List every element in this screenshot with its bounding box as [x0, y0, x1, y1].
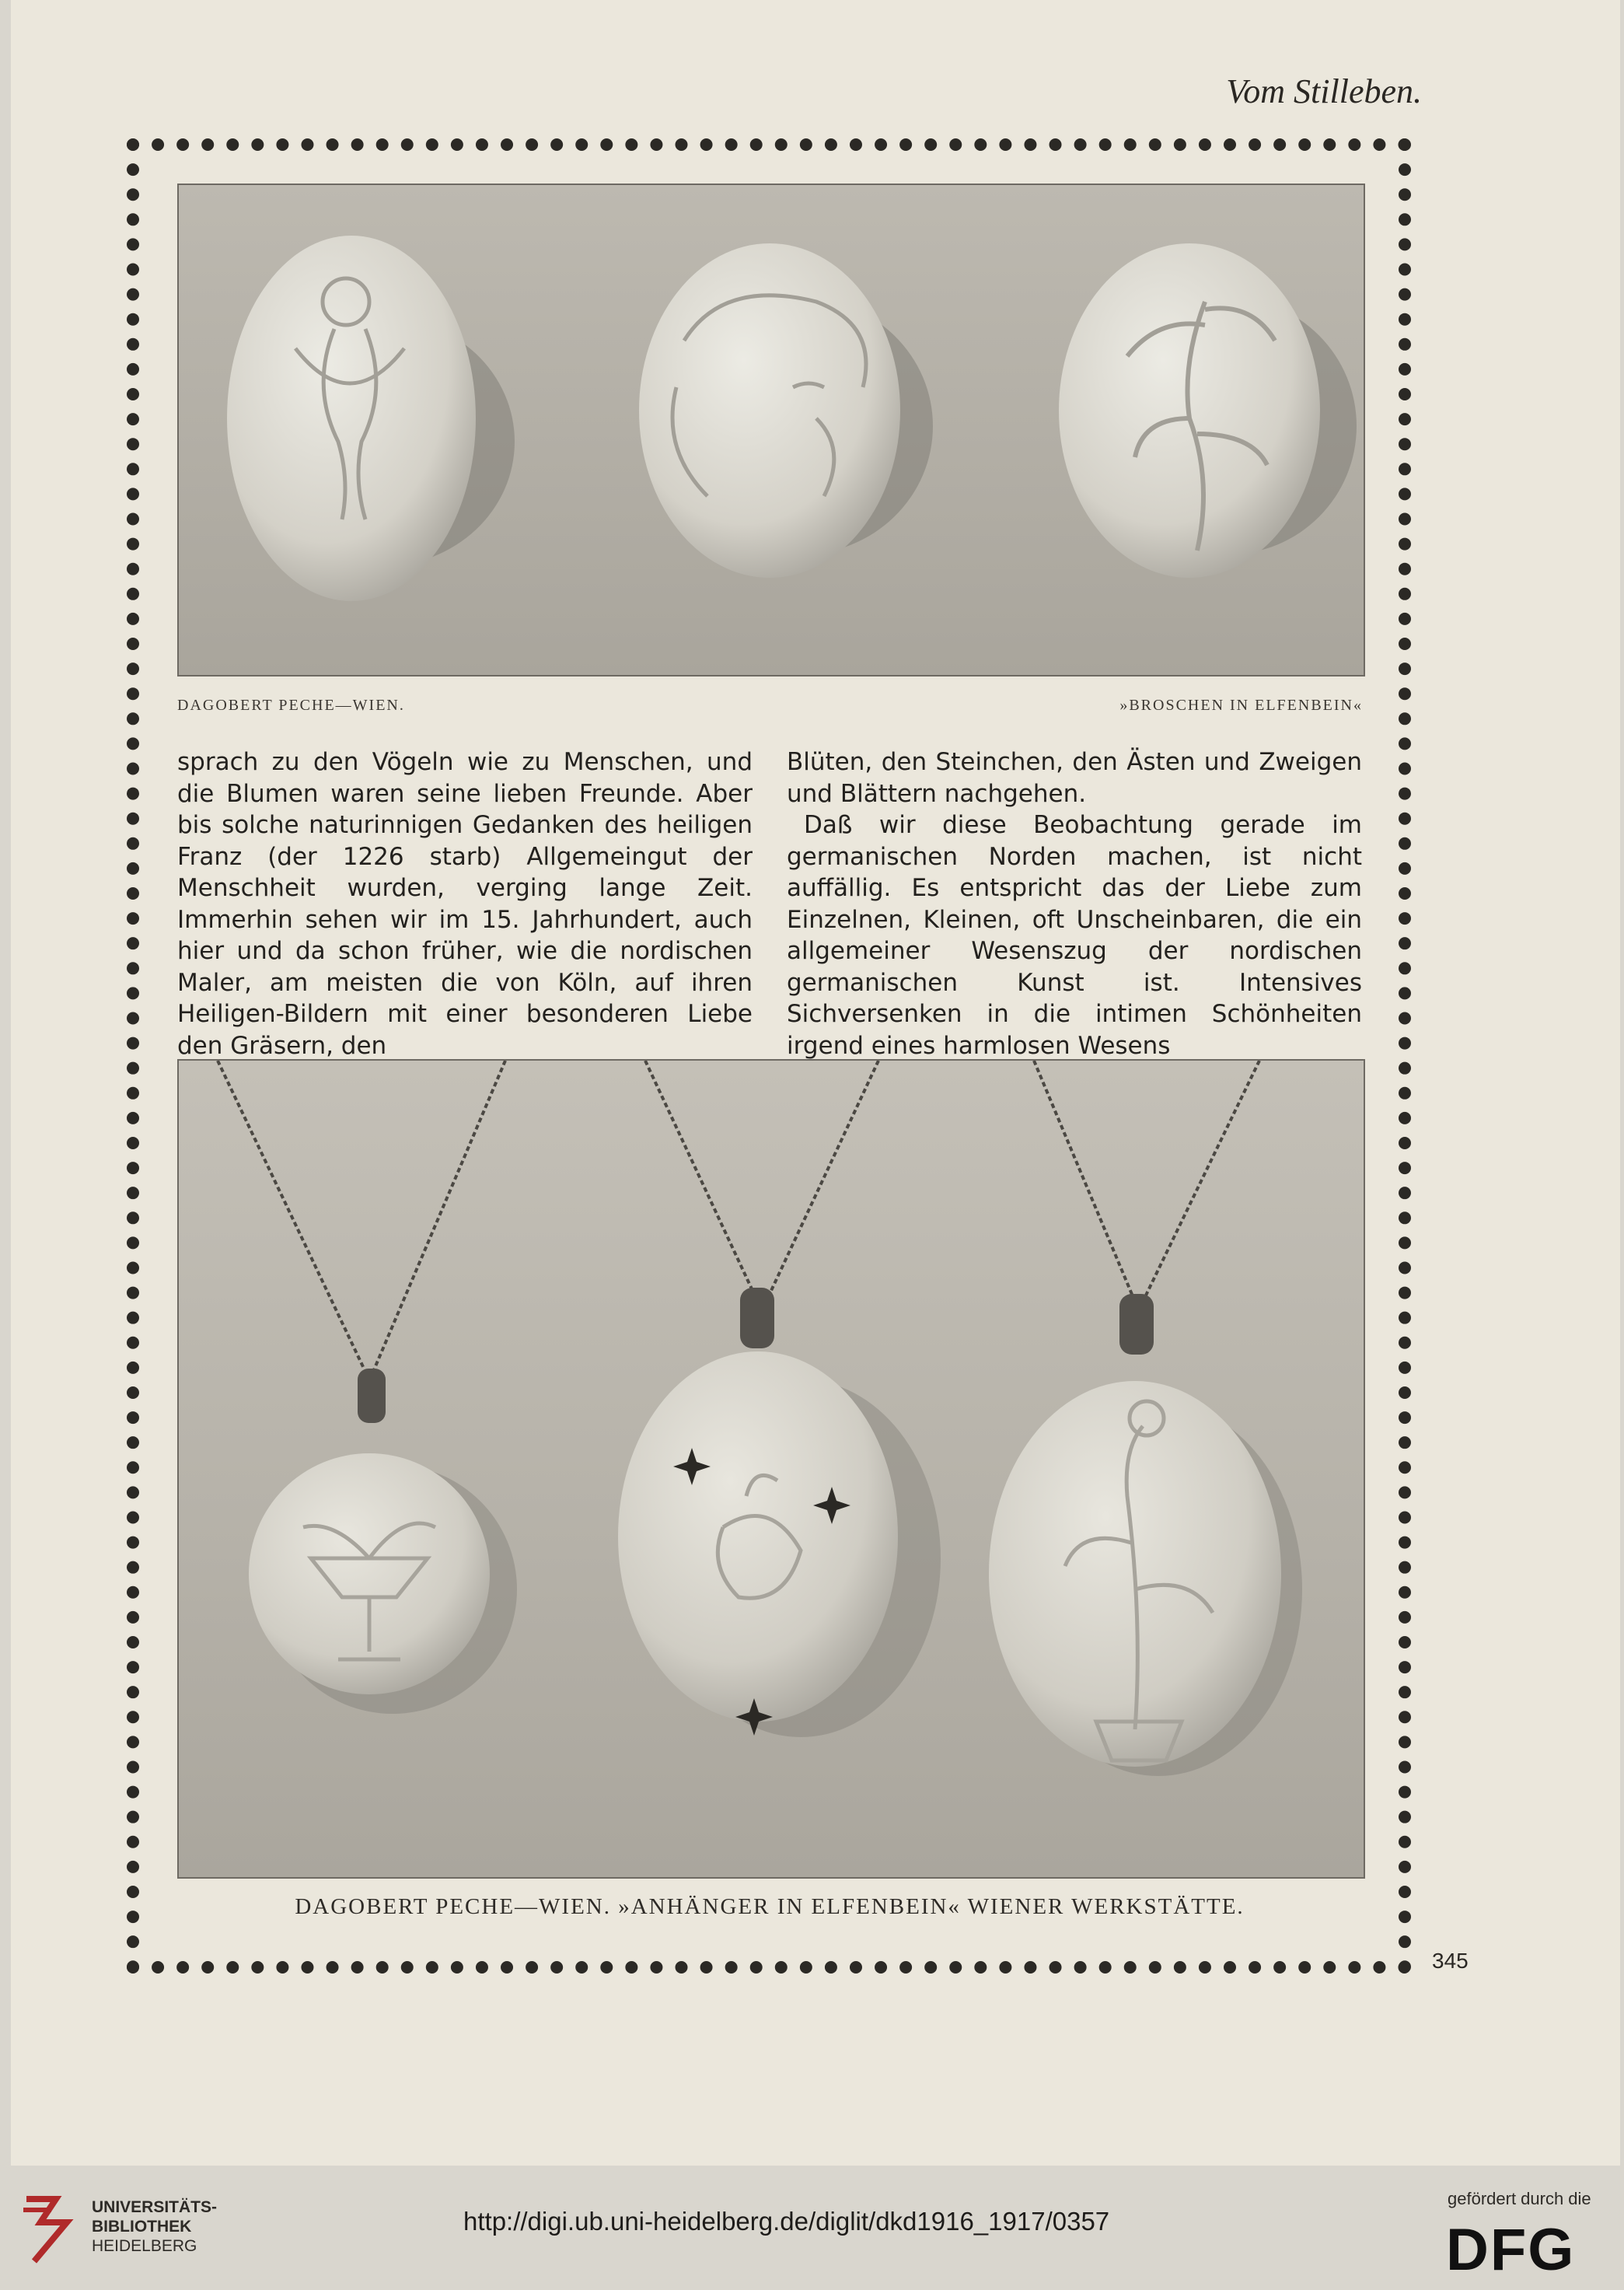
bottom-caption: DAGOBERT PECHE—WIEN. »ANHÄNGER IN ELFENBEIN« WIENER WERKSTÄTTE.: [295, 1894, 1245, 1919]
top-caption-right: »BROSCHEN IN ELFENBEIN«: [1119, 697, 1363, 714]
brooch-cherub: [227, 236, 476, 601]
library-line: BIBLIOTHEK: [92, 2218, 192, 2236]
top-caption-left: DAGOBERT PECHE—WIEN.: [177, 697, 405, 714]
library-line: UNIVERSITÄTS-: [92, 2198, 218, 2216]
brooches-illustration: [179, 185, 1364, 675]
bail: [358, 1369, 386, 1423]
permalink-url[interactable]: http://digi.ub.uni-heidelberg.de/diglit/dkd1916_1917/0357: [463, 2207, 1110, 2236]
page-number: 345: [1432, 1949, 1469, 1973]
university-library-logo-icon[interactable]: [20, 2191, 76, 2266]
library-line: HEIDELBERG: [92, 2237, 197, 2255]
paragraph: Blüten, den Steinchen, den Ästen und Zweigen und Blättern nachgehen.: [787, 748, 1362, 808]
brooches-photograph: [177, 184, 1365, 677]
pendants-illustration: [179, 1061, 1364, 1877]
running-head: Vom Stilleben.: [1226, 72, 1422, 110]
dfg-logo[interactable]: DFG: [1446, 2217, 1576, 2283]
bail: [740, 1288, 774, 1348]
paragraph: sprach zu den Vögeln wie zu Menschen, und die Blumen waren seine lieben Freunde. Aber bis solche naturinnigen Gedanken des heiligen Franz (der 1226 starb) Allgemeingut der Menschheit wurden, verging lange Zeit. Immerhin sehen wir im 15. Jahrhundert, auch hier und da schon früher, wie die nordischen Maler, am meisten die von Köln, auf ihren Heiligen-Bildern mit einer besonderen Liebe den Gräsern, den: [177, 748, 753, 1060]
paragraph: Daß wir diese Beobachtung gerade im germanischen Norden machen, ist nicht auffällig. Es entspricht das der Liebe zum Einzelnen, Kleinen, oft Unscheinbaren, die ein allgemeiner Wesenszug der nordischen germanischen Kunst ist. Intensives Sichversenken in die intimen Schönheiten irgend eines harmlosen Wesens: [787, 811, 1362, 1060]
university-library-name[interactable]: [92, 2197, 217, 2256]
bail: [1119, 1294, 1154, 1355]
funding-label: gefördert durch die: [1448, 2189, 1591, 2208]
text-column-right: [787, 746, 1362, 1061]
pendant-oval-stars: [618, 1351, 898, 1722]
text-column-left: [177, 746, 753, 1061]
pendants-photograph: [177, 1059, 1365, 1879]
